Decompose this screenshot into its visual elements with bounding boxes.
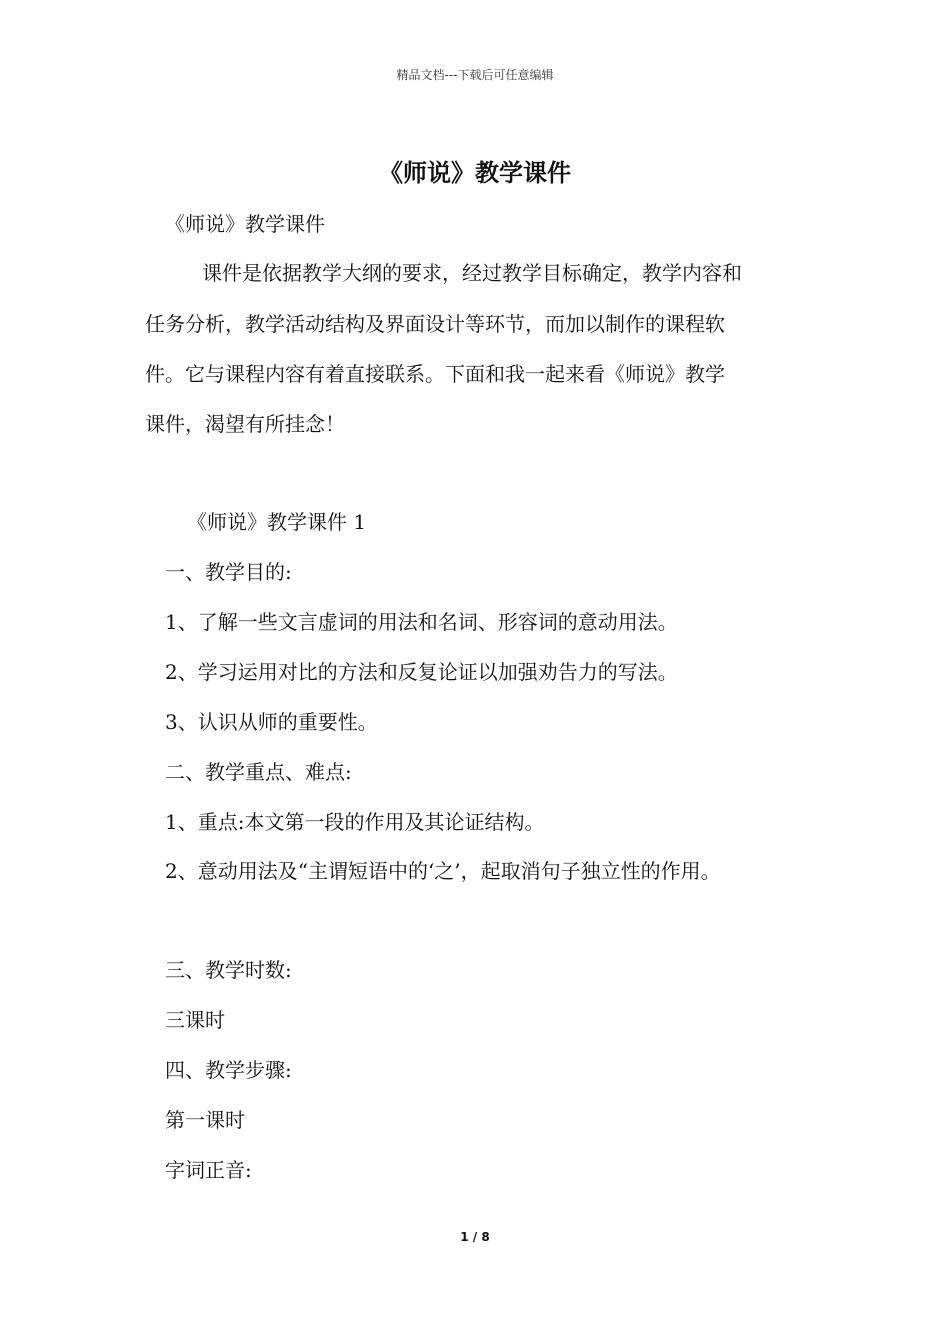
document-title: 《师说》教学课件	[379, 159, 571, 187]
content-line: 四、教学步骤:	[165, 1058, 292, 1082]
intro-line-4: 课件，渴望有所挂念！	[145, 412, 345, 436]
content-line: 第一课时	[165, 1108, 245, 1132]
content-line: 2、意动用法及“主谓短语中的‘之’，起取消句子独立性的作用。	[165, 859, 721, 883]
content-line: 1、重点:本文第一段的作用及其论证结构。	[165, 810, 545, 834]
page-header-note: 精品文档---下载后可任意编辑	[396, 68, 554, 82]
section-title: 《师说》教学课件 1	[187, 510, 367, 534]
content-line: 字词正音:	[165, 1158, 252, 1182]
intro-line-2: 任务分析，教学活动结构及界面设计等环节，而加以制作的课程软	[145, 312, 725, 336]
content-line: 1、了解一些文言虚词的用法和名词、形容词的意动用法。	[165, 610, 678, 634]
intro-line-3: 件。它与课程内容有着直接联系。下面和我一起来看《师说》教学	[145, 362, 725, 386]
page-number: 1 / 8	[460, 1230, 490, 1244]
content-line: 一、教学目的:	[165, 560, 292, 584]
content-line: 3、认识从师的重要性。	[165, 710, 378, 734]
content-line: 2、学习运用对比的方法和反复论证以加强劝告力的写法。	[165, 660, 678, 684]
content-line: 三、教学时数:	[165, 958, 292, 982]
intro-line-1: 课件是依据教学大纲的要求，经过教学目标确定，教学内容和	[202, 261, 742, 285]
content-line: 三课时	[165, 1008, 225, 1032]
subtitle: 《师说》教学课件	[165, 212, 325, 236]
content-line: 二、教学重点、难点:	[165, 760, 352, 784]
